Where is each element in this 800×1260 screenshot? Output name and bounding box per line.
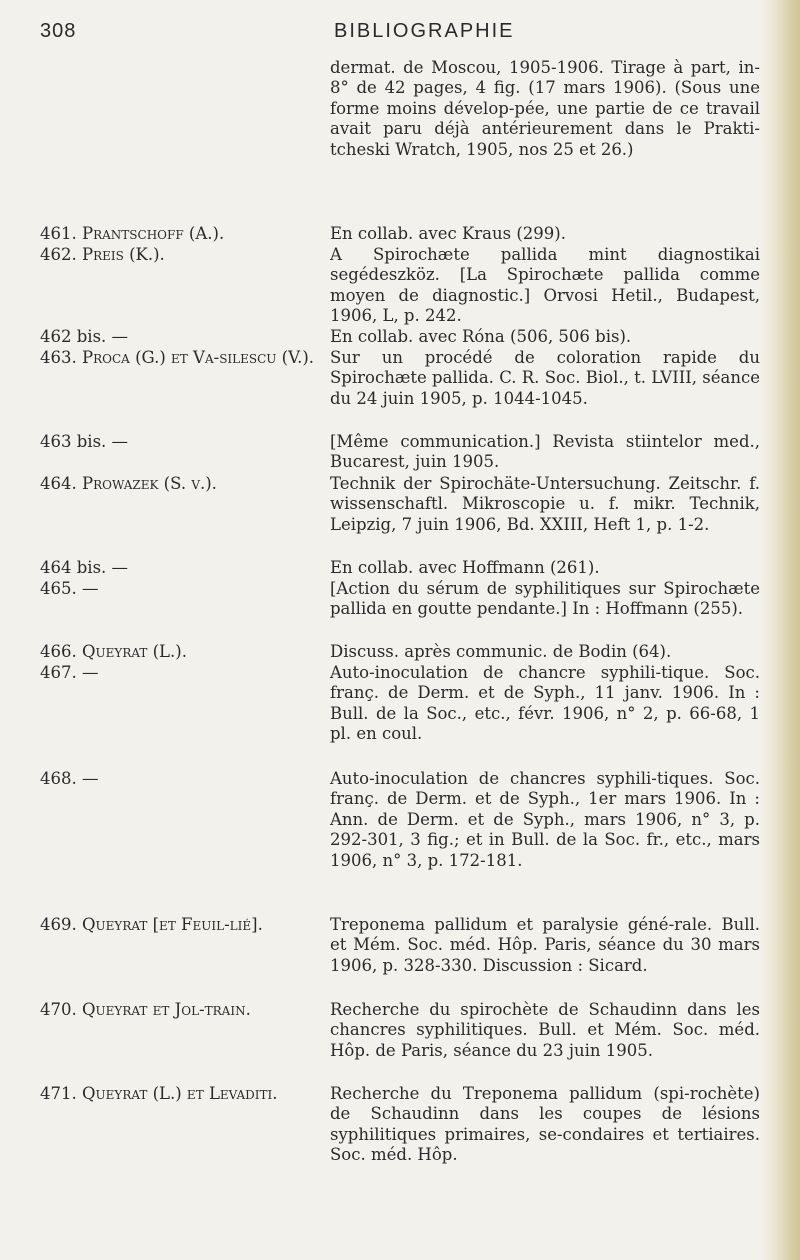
entry-label: 471. Queyrat (L.) et Levaditi.: [40, 1084, 278, 1103]
entry-label: 464 bis. —: [40, 558, 129, 577]
entry-label: 469. Queyrat [et Feuil-lié].: [40, 915, 263, 934]
entry-label: 466. Queyrat (L.).: [40, 642, 187, 661]
entry-text: En collab. avec Hoffmann (261).: [330, 558, 600, 577]
entry-text: Recherche du Treponema pallidum (spi-rochète) de Schaudinn dans les coupes de lésions syphilitiques primaires, se-condaires et tertiaires. Soc. méd. Hôp.: [330, 1084, 760, 1165]
page-edge-shadow: [760, 0, 800, 1260]
entry-label: 462 bis. —: [40, 327, 129, 346]
entry-label: 461. Prantschoff (A.).: [40, 224, 225, 243]
entry-label: 463 bis. —: [40, 432, 129, 451]
page-header: [0, 20, 800, 50]
entry-label: 465. —: [40, 579, 99, 598]
continued-entry-text: dermat. de Moscou, 1905-1906. Tirage à part, in-8° de 42 pages, 4 fig. (17 mars 1906). (Sous une forme moins dévelop-pée, une partie de ce travail avait paru déjà antérieurement dans le Prakti-tcheski Wratch, 1905, nos 25 et 26.): [330, 58, 760, 159]
entry-text: Sur un procédé de coloration rapide du Spirochæte pallida. C. R. Soc. Biol., t. LVIII, séance du 24 juin 1905, p. 1044-1045.: [330, 348, 760, 408]
entry-text: A Spirochæte pallida mint diagnostikai segédeszköz. [La Spirochæte pallida comme moyen de diagnostic.] Orvosi Hetil., Budapest, 1906, L, p. 242.: [330, 245, 760, 326]
running-head: BIBLIOGRAPHIE: [334, 20, 515, 42]
entry-text: [Même communication.] Revista stiintelor med., Bucarest, juin 1905.: [330, 432, 760, 472]
entry-label: 462. Preis (K.).: [40, 245, 165, 264]
entry-text: Auto-inoculation de chancre syphili-tique. Soc. franç. de Derm. et de Syph., 11 janv. 1906. In : Bull. de la Soc., etc., févr. 1906, n° 2, p. 66-68, 1 pl. en coul.: [330, 663, 760, 744]
entry-label: 463. Proca (G.) et Va-silescu (V.).: [40, 348, 315, 367]
page-number: 308: [40, 20, 77, 42]
entry-label: 464. Prowazek (S. v.).: [40, 474, 217, 493]
entry-label: 468. —: [40, 769, 99, 788]
entry-label: 467. —: [40, 663, 99, 682]
entry-text: En collab. avec Róna (506, 506 bis).: [330, 327, 632, 346]
entry-label: 470. Queyrat et Jol-train.: [40, 1000, 251, 1019]
entry-text: Recherche du spirochète de Schaudinn dans les chancres syphilitiques. Bull. et Mém. Soc. méd. Hôp. de Paris, séance du 23 juin 1905.: [330, 1000, 760, 1060]
entry-text: Technik der Spirochäte-Untersuchung. Zeitschr. f. wissenschaftl. Mikroscopie u. f. mikr. Technik, Leipzig, 7 juin 1906, Bd. XXIII, Heft 1, p. 1-2.: [330, 474, 760, 534]
entry-text: En collab. avec Kraus (299).: [330, 224, 566, 243]
entry-text: Auto-inoculation de chancres syphili-tiques. Soc. franç. de Derm. et de Syph., 1er mars 1906. In : Ann. de Derm. et de Syph., mars 1906, n° 3, p. 292-301, 3 fig.; et in Bull. de la Soc. fr., etc., mars 1906, n° 3, p. 172-181.: [330, 769, 760, 870]
entry-text: [Action du sérum de syphilitiques sur Spirochæte pallida en goutte pendante.] In : Hoffmann (255).: [330, 579, 760, 619]
entry-text: Discuss. après communic. de Bodin (64).: [330, 642, 672, 661]
entry-text: Treponema pallidum et paralysie géné-rale. Bull. et Mém. Soc. méd. Hôp. Paris, séance du 30 mars 1906, p. 328-330. Discussion : Sicard.: [330, 915, 760, 975]
